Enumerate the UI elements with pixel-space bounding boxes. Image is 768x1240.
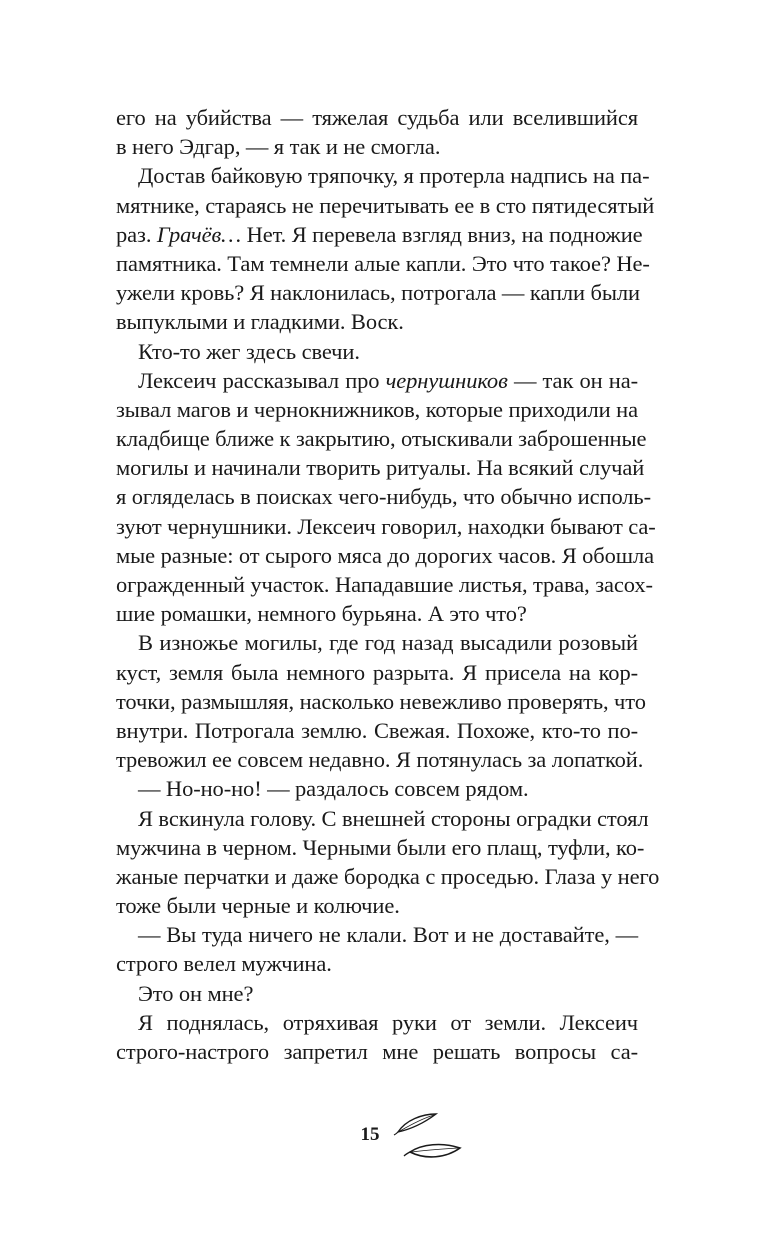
text-line: огражденный участок. Нападавшие листья, трава, засох- <box>116 572 653 597</box>
text-line: внутри. Потрогала землю. Свежая. Похоже, кто-то по- <box>116 717 638 743</box>
text-line: мые разные: от сырого мяса до дорогих часов. Я обошла <box>116 542 655 568</box>
text-fragment: — так он на- <box>507 367 638 393</box>
text-line: Я вскинула голову. С внешней стороны оградки стоял <box>138 805 649 831</box>
text-line: Я поднялась, отряхивая руки от земли. Лексеич <box>138 1009 638 1035</box>
text-line: памятника. Там темнели алые капли. Это что такое? Не- <box>116 250 650 276</box>
text-line: строго велел мужчина. <box>116 951 332 977</box>
text-line: куст, земля была немного разрыта. Я присела на кор- <box>116 659 638 685</box>
text-line: — Но-но-но! — раздалось совсем рядом. <box>138 776 529 802</box>
text-line: шие ромашки, немного бурьяна. А это что? <box>116 601 527 627</box>
text-line: зуют чернушники. Лексеич говорил, находки бывают са- <box>116 513 656 539</box>
text-line: могилы и начинали творить ритуалы. На всякий случай <box>116 455 645 481</box>
text-line: В изножье могилы, где год назад высадили розовый <box>138 630 638 656</box>
page-number: 15 <box>360 1124 380 1145</box>
text-line: кладбище ближе к закрытию, отыскивали заброшенные <box>116 426 647 452</box>
body-text <box>116 103 660 1066</box>
italic-term: чернушников <box>385 367 508 393</box>
text-line: — Вы туда ничего не клали. Вот и не доставайте, — <box>138 922 638 948</box>
text-line: тоже были черные и колючие. <box>116 893 400 919</box>
text-fragment: Лексеич рассказывал про <box>138 367 386 393</box>
text-line: ужели кровь? Я наклонилась, потрогала — капли были <box>116 280 640 306</box>
text-line: выпуклыми и гладкими. Воск. <box>116 309 404 335</box>
text-line: точки, размышляя, насколько невежливо проверять, что <box>116 688 646 714</box>
text-line: мужчина в черном. Черными были его плащ, туфли, ко- <box>116 834 645 860</box>
text-line: жаные перчатки и даже бородка с проседью. Глаза у него <box>116 863 660 889</box>
text-line: Кто-то жег здесь свечи. <box>138 338 360 364</box>
text-line: в него Эдгар, — я так и не смогла. <box>116 134 441 160</box>
text-line: строго-настрого запретил мне решать вопросы са- <box>116 1039 638 1064</box>
text-line: зывал магов и чернокнижников, которые приходили на <box>116 396 638 422</box>
text-line: мятнике, стараясь не перечитывать ее в сто пятидесятый <box>116 192 655 218</box>
italic-surname: Грачёв… <box>156 221 242 247</box>
text-fragment: Нет. Я перевела взгляд вниз, на подножие <box>241 221 643 247</box>
text-fragment: раз. <box>116 221 157 247</box>
leaf-ornament-icon <box>392 1108 468 1168</box>
text-line: я огляделась в поисках чего-нибудь, что обычно исполь- <box>116 484 651 510</box>
text-line-with-italic <box>116 220 643 249</box>
text-line: Достав байковую тряпочку, я протерла надпись на па- <box>138 163 650 189</box>
text-line: его на убийства — тяжелая судьба или вселившийся <box>116 105 638 130</box>
page-footer <box>0 1108 768 1188</box>
text-line: тревожил ее совсем недавно. Я потянулась за лопаткой. <box>116 747 644 773</box>
text-line-with-italic <box>116 366 638 395</box>
text-line: Это он мне? <box>138 980 254 1006</box>
